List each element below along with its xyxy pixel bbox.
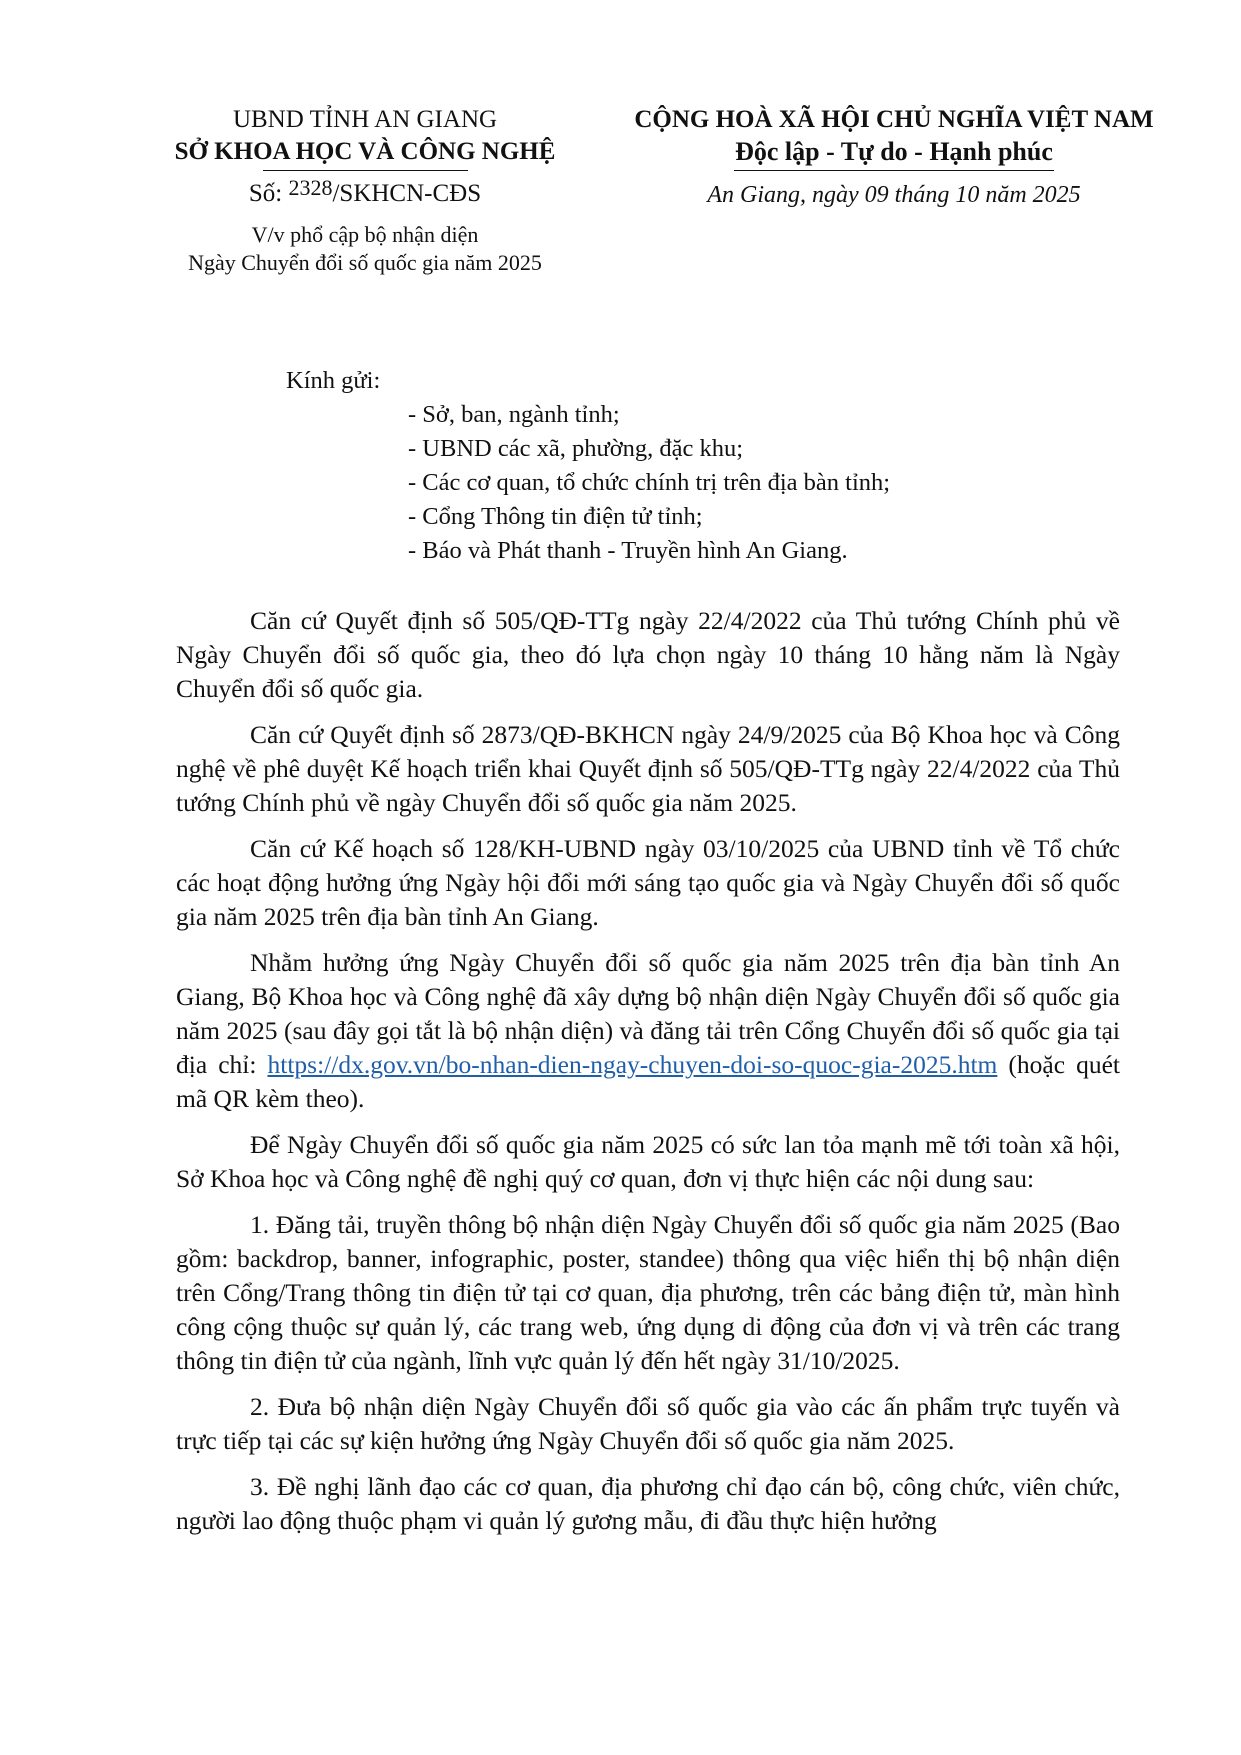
department-underline [263, 170, 468, 171]
document-body [176, 604, 1120, 1550]
recipients-list [408, 398, 890, 568]
task-item-3: 3. Đề nghị lãnh đạo các cơ quan, địa phương chỉ đạo cán bộ, công chức, viên chức, người lao động thuộc phạm vi quản lý gương mẫu, đi đầu thực hiện hưởng [176, 1472, 1120, 1535]
paragraph-legal-basis-1: Căn cứ Quyết định số 505/QĐ-TTg ngày 22/4/2022 của Thủ tướng Chính phủ về Ngày Chuyển đổi số quốc gia, theo đó lựa chọn ngày 10 tháng 10 hằng năm là Ngày Chuyển đổi số quốc gia. [176, 606, 1120, 703]
recipient-item: - Sở, ban, ngành tỉnh; [408, 401, 620, 428]
identity-kit-link[interactable]: https://dx.gov.vn/bo-nhan-dien-ngay-chuyen-doi-so-quoc-gia-2025.htm [267, 1050, 998, 1079]
paragraph-legal-basis-3: Căn cứ Kế hoạch số 128/KH-UBND ngày 03/10/2025 của UBND tỉnh về Tổ chức các hoạt động hưởng ứng Ngày hội đổi mới sáng tạo quốc gia và Ngày Chuyển đổi số quốc gia năm 2025 trên địa bàn tỉnh An Giang. [176, 834, 1120, 931]
purpose-text: Nhằm hưởng ứng Ngày Chuyển đổi số quốc gia năm 2025 trên địa bàn tỉnh An Giang, Bộ Khoa học và Công nghệ đã xây dựng bộ nhận diện Ngày Chuyển đổi số quốc gia năm 2025 (sau đây gọi tắt là bộ nhận diện) và đăng tải trên Cổng Chuyển đổi số quốc gia tại địa chỉ: [176, 948, 1120, 1079]
purpose-text-end: (hoặc quét mã QR kèm theo). [176, 1050, 1121, 1113]
number-prefix: Số: [248, 180, 289, 207]
task-item-2: 2. Đưa bộ nhận diện Ngày Chuyển đổi số quốc gia vào các ấn phẩm trực tuyến và trực tiếp tại các sự kiện hưởng ứng Ngày Chuyển đổi số quốc gia năm 2025. [176, 1392, 1120, 1455]
subject-line-1: V/v phổ cập bộ nhận diện [251, 222, 479, 247]
paragraph-request: Để Ngày Chuyển đổi số quốc gia năm 2025 có sức lan tỏa mạnh mẽ tới toàn xã hội, Sở Khoa học và Công nghệ đề nghị quý cơ quan, đơn vị thực hiện các nội dung sau: [176, 1130, 1120, 1193]
authority-name: UBND TỈNH AN GIANG [232, 106, 498, 133]
motto-underline [734, 170, 1054, 171]
paragraph-purpose [176, 946, 1120, 1116]
department-name: SỞ KHOA HỌC VÀ CÔNG NGHỆ [174, 138, 556, 165]
place-date: An Giang, ngày 09 tháng 10 năm 2025 [707, 182, 1081, 208]
recipient-item: - Báo và Phát thanh - Truyền hình An Giang. [408, 537, 848, 564]
issuer-header [140, 104, 590, 277]
task-item-1: 1. Đăng tải, truyền thông bộ nhận diện Ngày Chuyển đổi số quốc gia năm 2025 (Bao gồm: backdrop, banner, infographic, poster, standee) thông qua việc hiển thị bộ nhận diện trên Cổng/Trang thông tin điện tử tại cơ quan, địa phương, trên các bảng điện tử, màn hình công cộng thuộc sự quản lý, các trang web, ứng dụng di động của đơn vị và trên các trang thông tin điện tử của ngành, lĩnh vực quản lý đến hết ngày 31/10/2025. [176, 1210, 1120, 1375]
subject [140, 221, 590, 277]
recipient-item: - Cổng Thông tin điện tử tỉnh; [408, 503, 703, 530]
document-number [140, 177, 590, 211]
number-suffix: /SKHCN-CĐS [332, 180, 482, 207]
national-header [610, 104, 1178, 211]
recipient-item: - UBND các xã, phường, đặc khu; [408, 435, 744, 462]
number-value: 2328 [288, 175, 333, 200]
recipients [286, 364, 890, 568]
recipients-label: Kính gửi: [286, 367, 381, 394]
national-motto: Độc lập - Tự do - Hạnh phúc [735, 137, 1053, 166]
recipient-item: - Các cơ quan, tổ chức chính trị trên địa bàn tỉnh; [408, 469, 891, 496]
paragraph-legal-basis-2: Căn cứ Quyết định số 2873/QĐ-BKHCN ngày 24/9/2025 của Bộ Khoa học và Công nghệ về phê duyệt Kế hoạch triển khai Quyết định số 505/QĐ-TTg ngày 22/4/2022 của Thủ tướng Chính phủ về ngày Chuyển đổi số quốc gia năm 2025. [176, 720, 1120, 817]
subject-line-2: Ngày Chuyển đổi số quốc gia năm 2025 [188, 250, 542, 275]
nation-title: CỘNG HOÀ XÃ HỘI CHỦ NGHĨA VIỆT NAM [634, 106, 1154, 133]
